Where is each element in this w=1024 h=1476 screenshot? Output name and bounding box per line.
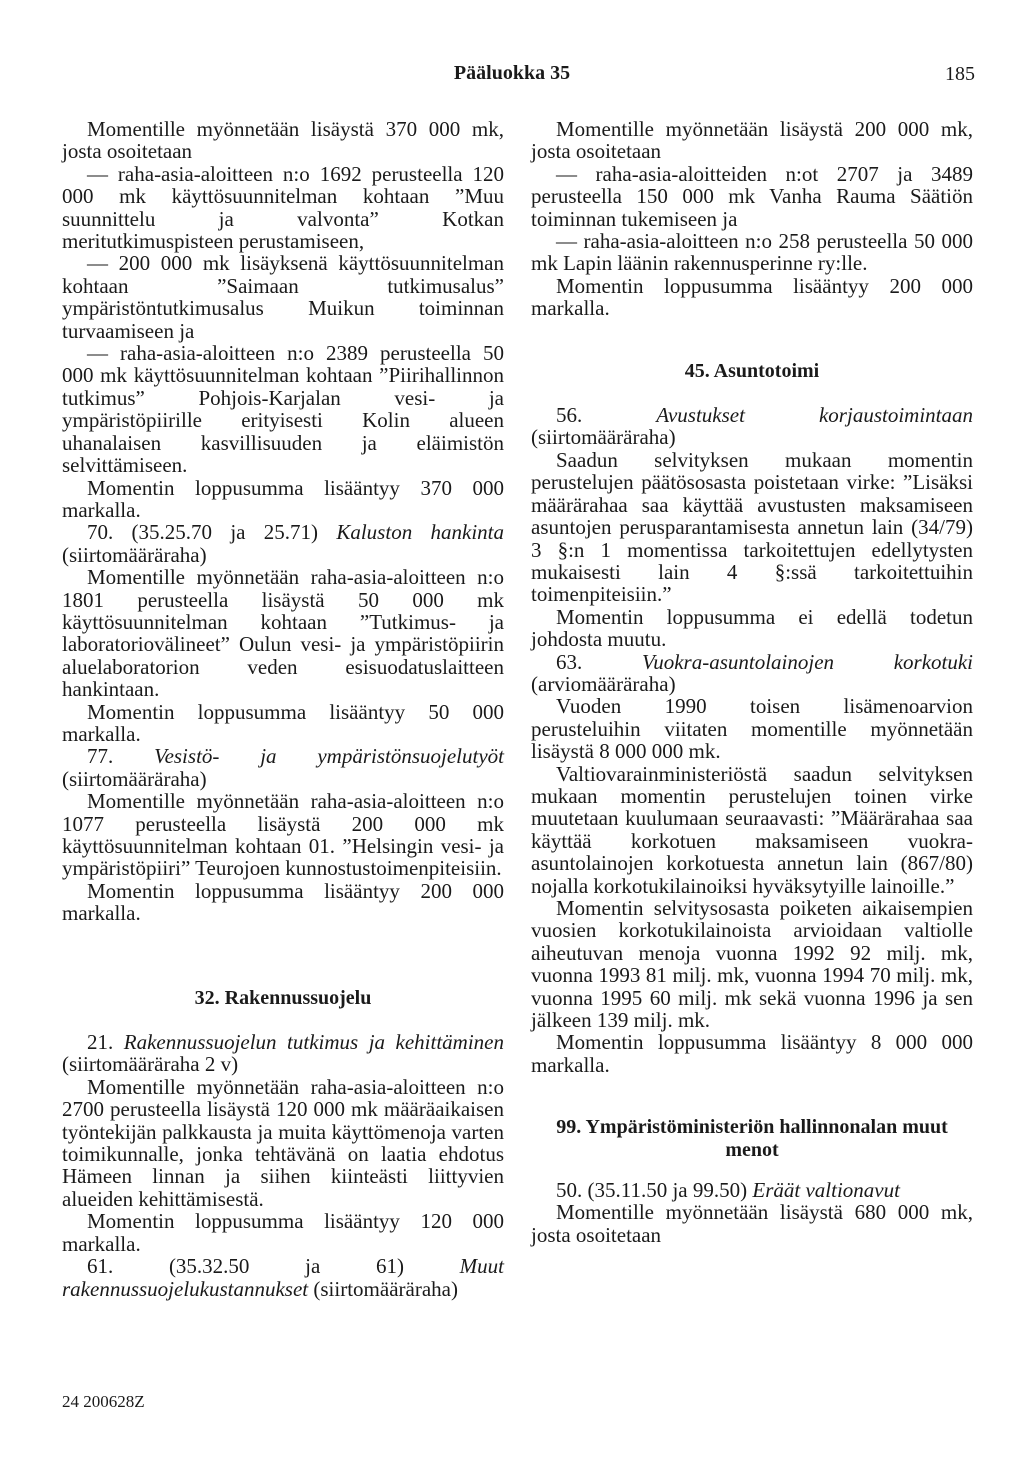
item-type: (siirtomääräraha) <box>62 542 207 567</box>
paragraph: Momentin loppusumma lisääntyy 370 000 markalla. <box>62 475 504 522</box>
left-column <box>62 118 504 1300</box>
item-heading-61 <box>62 1255 504 1300</box>
paragraph: Momentin selvitysosasta poiketen aikaisempien vuosien korkotukilainoista arvioidaan valtiolle aiheutuvan menoja vuonna 1992 92 milj. mk, vuonna 1993 81 milj. mk, vuonna 1994 70 milj. mk, vuonna 1995 60 milj. mk sekä vuonna 1996 ja sen jälkeen 139 milj. mk. <box>531 896 973 1033</box>
item-title: Vuokra-asuntolainojen korkotuki <box>641 649 974 674</box>
paragraph: Momentille myönnetään raha-asia-aloitteen n:o 2700 perusteella lisäystä 120 000 mk määräaikaisen työntekijän palkkausta ja muita käyttömenoja varten toimikunnalle, jonka tehtävänä on laatia ehdotus Hämeen linnan ja siihen kiinteästi liittyvien alueiden kehittämisestä. <box>62 1074 504 1211</box>
page-number: 185 <box>945 63 975 85</box>
item-title: Muut rakennussuojelukustannukset <box>62 1254 504 1301</box>
right-column <box>531 118 973 1246</box>
section-heading-45: 45. Asuntotoimi <box>684 359 820 382</box>
item-heading-50 <box>531 1179 973 1201</box>
item-title: Rakennussuojelun tutkimus ja kehittäminen <box>123 1030 504 1055</box>
section-heading-32: 32. Rakennussuojelu <box>194 986 372 1009</box>
paragraph: Momentille myönnetään raha-asia-aloitteen n:o 1801 perusteella lisäystä 50 000 mk käyttösuunnitelman kohtaan ”Tutkimus- ja laboratoriovälineet” Oulun vesi- ja ympäristöpiirin aluelaboratorion veden esisuodatuslaitteen hankintaan. <box>62 565 504 702</box>
item-number: 61. (35.32.50 ja 61) <box>87 1254 460 1279</box>
item-heading-56 <box>531 404 973 449</box>
item-number: 63. <box>556 649 642 674</box>
item-type: (siirtomääräraha) <box>531 425 676 450</box>
item-heading-63 <box>531 651 973 696</box>
item-title: Eräät valtionavut <box>752 1178 900 1203</box>
item-number: 77. <box>87 744 155 769</box>
item-heading-21 <box>62 1031 504 1076</box>
item-heading-70 <box>62 521 504 566</box>
paragraph: — raha-asia-aloitteen n:o 2389 perusteella 50 000 mk käyttösuunnitelman kohtaan ”Piirihallinnon tutkimus” Pohjois-Karjalan vesi- ja ympäristöpiirille erityisesti Kolin alueen uhanalaisen kasvillisuuden ja eläimistön selvittämiseen. <box>62 341 504 478</box>
item-title: Avustukset korjaustoimintaan <box>656 403 973 428</box>
paragraph: Momentin loppusumma lisääntyy 120 000 markalla. <box>62 1209 504 1256</box>
paragraph: — raha-asia-aloitteen n:o 258 perusteella 50 000 mk Lapin läänin rakennusperinne ry:lle. <box>531 229 973 276</box>
item-heading-77 <box>62 745 504 790</box>
item-title: Kaluston hankinta <box>336 520 504 545</box>
paragraph: Momentille myönnetään lisäystä 680 000 mk, josta osoitetaan <box>531 1200 973 1247</box>
item-title: Vesistö- ja ympäristönsuojelutyöt <box>154 744 504 769</box>
item-type: (siirtomääräraha) <box>62 766 207 791</box>
paragraph: Momentin loppusumma lisääntyy 8 000 000 markalla. <box>531 1030 973 1077</box>
item-number: 21. <box>87 1030 124 1055</box>
paragraph: Vuoden 1990 toisen lisämenoarvion perusteluihin viitaten momentille myönnetään lisäystä 8 000 000 mk. <box>531 694 973 764</box>
paragraph: Saadun selvityksen mukaan momentin perustelujen päätösosasta poistetaan virke: ”Lisäksi määrärahaa saa käyttää avustusten maksamiseen asuntojen perusparantamisesta annetun lain (34/79) 3 §:n 1 momentissa tarkoitettujen edellytysten mukaisesti lain 4 §:ssä tarkoitettuihin toimenpiteisiin.” <box>531 447 973 607</box>
paragraph: — raha-asia-aloitteen n:o 1692 perusteella 120 000 mk käyttösuunnitelman kohtaan ”Muu suunnittelu ja valvonta” Kotkan meritutkimuspisteen perustamiseen, <box>62 161 504 254</box>
item-type: (siirtomääräraha) <box>308 1276 458 1301</box>
footer-print-code: 24 200628Z <box>62 1392 145 1411</box>
item-number: 50. (35.11.50 ja 99.50) <box>556 1178 753 1203</box>
item-type: (siirtomääräraha 2 v) <box>62 1052 239 1077</box>
paragraph: — 200 000 mk lisäyksenä käyttösuunnitelman kohtaan ”Saimaan tutkimusalus” ympäristöntutkimusalus Muikun toiminnan turvaamiseen ja <box>62 251 504 343</box>
paragraph: Valtiovarainministeriöstä saadun selvityksen mukaan momentin perustelujen toinen virke muutetaan kuulumaan seuraavasti: ”Määrärahaa saa käyttää korkotuen maksamiseen vuokra-asuntolainojen korkotuesta annetun lain (867/80) nojalla korkotukilainoiksi hyväksytyille lainoille.” <box>531 761 973 898</box>
paragraph: Momentille myönnetään raha-asia-aloitteen n:o 1077 perusteella lisäystä 200 000 mk käyttösuunnitelman kohtaan 01. ”Helsingin vesi- ja ympäristöpiiri” Teurojoen kunnostustoimenpiteisiin. <box>62 789 504 881</box>
paragraph: Momentille myönnetään lisäystä 370 000 mk, josta osoitetaan <box>62 117 504 164</box>
paragraph: Momentin loppusumma lisääntyy 200 000 markalla. <box>62 878 504 926</box>
paragraph: Momentin loppusumma lisääntyy 200 000 markalla. <box>531 273 973 321</box>
paragraph: Momentin loppusumma ei edellä todetun johdosta muutu. <box>531 604 973 652</box>
paragraph: Momentin loppusumma lisääntyy 50 000 markalla. <box>62 699 504 746</box>
item-number: 56. <box>556 403 657 428</box>
paragraph: Momentille myönnetään lisäystä 200 000 mk, josta osoitetaan <box>531 117 973 164</box>
item-number: 70. (35.25.70 ja 25.71) <box>87 520 337 545</box>
paragraph: — raha-asia-aloitteiden n:ot 2707 ja 3489 perusteella 150 000 mk Vanha Rauma Säätiön toiminnan tukemiseen ja <box>531 161 973 231</box>
section-heading-99: 99. Ympäristöministeriön hallinnonalan muut menot <box>556 1116 948 1161</box>
page-title: Pääluokka 35 <box>453 62 571 84</box>
item-type: (arviomääräraha) <box>531 671 676 696</box>
